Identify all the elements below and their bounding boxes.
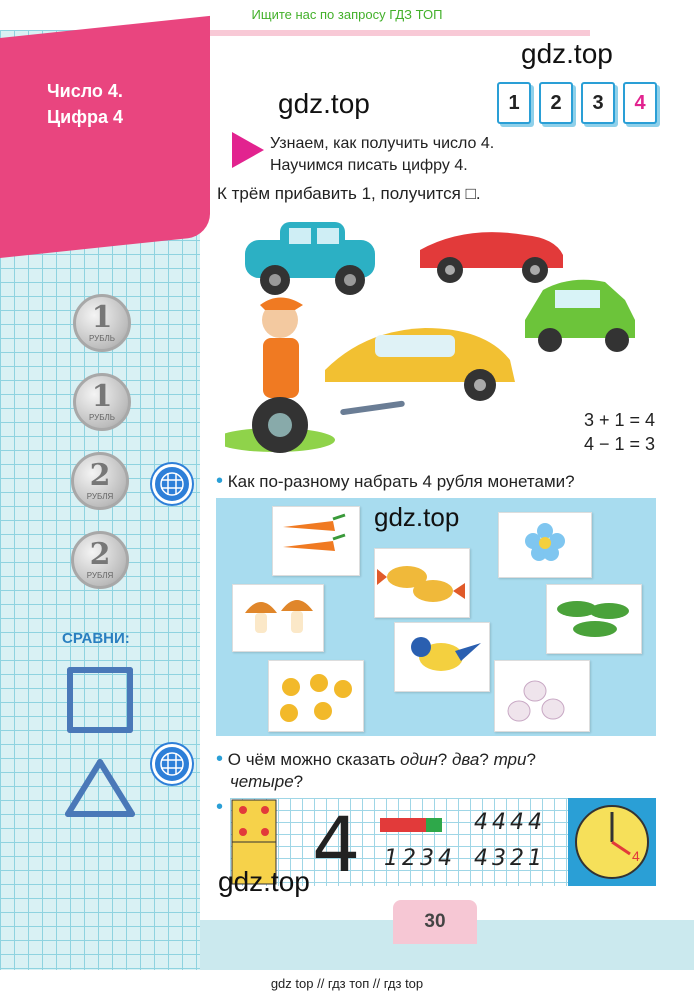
- page-top-edge: [210, 30, 590, 36]
- bird-icon: [395, 623, 489, 691]
- lesson-progress: [497, 82, 657, 124]
- copy-row-2a: 1234: [384, 846, 456, 871]
- triangle-icon: [68, 762, 132, 814]
- task-coins-text: Как по-разному набрать 4 рубля монетами?: [227, 472, 575, 491]
- equation-subtract: 4 − 1 = 3: [583, 434, 655, 454]
- wrench-icon: [340, 400, 405, 415]
- goal-line2: Научимся писать цифру 4.: [270, 157, 468, 174]
- apple-icon: [269, 661, 363, 731]
- coin-word: РУБЛЯ: [86, 492, 114, 501]
- question-mark: ?: [293, 772, 304, 791]
- bullet-dot-icon: •: [216, 748, 224, 770]
- green-bar: [426, 818, 442, 832]
- question-mark: ?: [526, 750, 536, 769]
- coin-2-rubles: [71, 452, 129, 510]
- coin-1-ruble: [73, 294, 131, 352]
- garlic-icon: [495, 661, 589, 731]
- coin-value: 1: [91, 379, 113, 414]
- lesson-box-4: 4: [623, 82, 657, 124]
- coin-2-rubles: [71, 531, 129, 589]
- cucumbers-card: [546, 584, 642, 654]
- globe-icon[interactable]: [152, 464, 192, 504]
- boy-with-tire-icon: [225, 298, 335, 454]
- coin-word: РУБЛЯ: [86, 571, 114, 580]
- word-three: три: [493, 750, 527, 769]
- bullet-writing: [216, 796, 223, 819]
- coins-items-area: [216, 498, 656, 736]
- cucumber-icon: [547, 585, 641, 653]
- coin-value: 1: [91, 300, 113, 335]
- garlic-card: [494, 660, 590, 732]
- word-one: один: [400, 750, 438, 769]
- clock-panel: [568, 798, 656, 886]
- lesson-box-2: 2: [539, 82, 573, 124]
- yellow-car-icon: [325, 328, 515, 401]
- lesson-title-line1: Число 4.: [47, 81, 123, 101]
- watermark: gdz.top: [218, 866, 310, 897]
- footer-links[interactable]: gdz top // гдз топ // гдз top: [270, 976, 424, 991]
- task-words-text: О чём можно сказать: [227, 750, 401, 769]
- title-card: [0, 16, 210, 260]
- apples-card: [268, 660, 364, 732]
- flower-icon: [499, 513, 591, 577]
- coin-value: 2: [89, 537, 111, 572]
- fish-icon: [375, 549, 469, 617]
- coin-word: РУБЛЬ: [89, 334, 115, 343]
- question-mark: ?: [479, 750, 489, 769]
- task-add-one: К трём прибавить 1, получится □.: [217, 184, 481, 203]
- lesson-title: [47, 78, 123, 130]
- top-banner[interactable]: Ищите нас по запросу ГДЗ ТОП: [251, 7, 443, 22]
- watermark: gdz.top: [521, 38, 613, 69]
- goal-line1: Узнаем, как получить число 4.: [270, 135, 495, 152]
- task-words: [216, 748, 666, 793]
- copy-row-1: 4444: [474, 810, 546, 835]
- lesson-goals: [270, 133, 494, 177]
- word-two: два: [452, 750, 480, 769]
- lesson-box-1: 1: [497, 82, 531, 124]
- coin-value: 2: [89, 458, 111, 493]
- clock-icon: [568, 798, 656, 886]
- green-car-icon: [525, 280, 635, 352]
- mushrooms-card: [232, 584, 324, 652]
- blue-car-icon: [245, 222, 375, 295]
- big-digit-sample: 4: [312, 800, 361, 889]
- page-number: 30: [393, 900, 477, 944]
- question-mark: ?: [437, 750, 448, 769]
- globe-icon[interactable]: [152, 744, 192, 784]
- carrot-icon: [273, 507, 359, 575]
- bullet-dot-icon: •: [216, 470, 224, 492]
- red-bar: [380, 818, 426, 832]
- bird-card: [394, 622, 490, 692]
- square-icon: [70, 670, 130, 730]
- bullet-dot-icon: •: [216, 796, 224, 818]
- lesson-box-3: 3: [581, 82, 615, 124]
- red-car-icon: [420, 232, 563, 283]
- coin-word: РУБЛЬ: [89, 413, 115, 422]
- equation-add: 3 + 1 = 4: [583, 410, 655, 430]
- fish-card: [374, 548, 470, 618]
- clock-number: 4: [632, 848, 640, 864]
- lesson-title-line2: Цифра 4: [47, 107, 123, 127]
- watermark: gdz.top: [278, 88, 370, 119]
- carrots-card: [272, 506, 360, 576]
- word-four: четыре: [230, 772, 294, 791]
- goal-arrow-icon: [232, 132, 264, 168]
- mushroom-icon: [233, 585, 323, 651]
- coin-1-ruble: [73, 373, 131, 431]
- task-coins: [216, 470, 575, 493]
- equations: [555, 408, 655, 456]
- watermark: gdz.top: [374, 502, 460, 532]
- flower-card: [498, 512, 592, 578]
- compare-label: СРАВНИ:: [62, 630, 130, 647]
- copy-row-2b: 4321: [474, 846, 546, 871]
- matchstick-shapes: [62, 662, 142, 822]
